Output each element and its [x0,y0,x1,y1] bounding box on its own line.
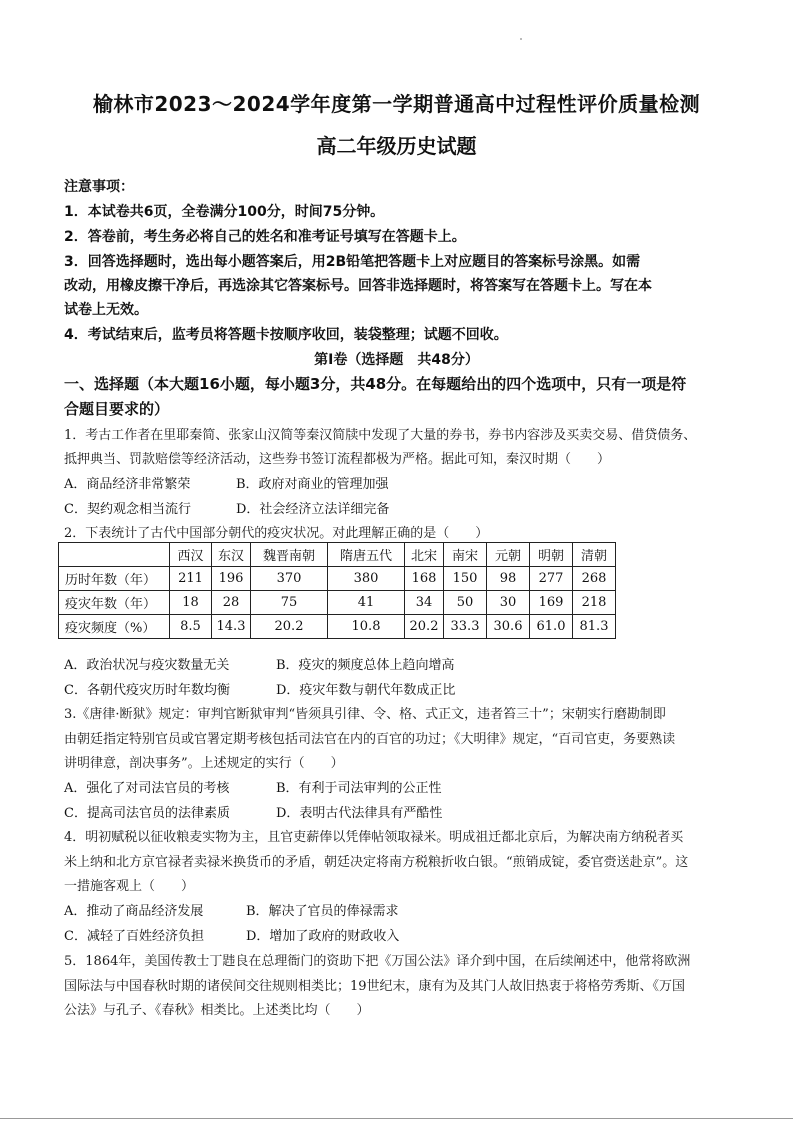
notice-item-3: 3．回答选择题时，选出每小题答案后，用2B铅笔把答题卡上对应题目的答案标号涂黑。如需 [64,254,641,270]
table-cell: 211 [170,567,212,591]
q4-option-a: A．推动了商品经济发展 [64,904,204,919]
table-cell: 169 [530,591,573,615]
table-cell: 196 [212,567,251,591]
notice-item-2: 2．答卷前，考生务必将自己的姓名和准考证号填写在答题卡上。 [64,229,466,245]
table-header-cell: 魏晋南朝 [251,543,328,567]
exam-subtitle: 高二年级历史试题 [316,134,477,158]
q1-stem-line2: 抵押典当、罚款赔偿等经济活动，这些券书签订流程都极为严格。据此可知，秦汉时期（ ） [64,452,611,467]
q3-option-c: C．提高司法官员的法律素质 [64,806,230,821]
table-header-row [59,543,616,567]
q1-option-c: C．契约观念相当流行 [64,502,191,517]
table-header-cell: 清朝 [573,543,616,567]
q4-stem-line1: 4．明初赋税以征收粮麦实物为主，且官吏薪俸以凭俸帖领取禄米。明成祖迁都北京后，为解决南方纳税者买 [64,830,684,845]
table-header-cell [59,543,170,567]
q2-option-b: B．疫灾的频度总体上趋向增高 [276,658,455,673]
q3-option-d: D．表明古代法律具有严酷性 [276,806,443,821]
notice-item-3-cont: 改动，用橡皮擦干净后，再选涂其它答案标号。回答非选择题时，将答案写在答题卡上。写在本 [64,278,652,294]
table-cell: 50 [444,591,487,615]
table-row-header: 疫灾年数（年） [59,591,170,615]
q2-stem: 2．下表统计了古代中国部分朝代的疫灾状况。对此理解正确的是（ ） [64,526,489,541]
table-cell: 33.3 [444,615,487,639]
table-cell: 61.0 [530,615,573,639]
notice-item-4: 4．考试结束后，监考员将答题卡按顺序收回，装袋整理；试题不回收。 [64,327,508,343]
q3-stem-line1: 3.《唐律·断狱》规定：审判官断狱审判“皆须具引律、令、格、式正文，违者笞三十”；宋朝实行磨勘制即 [64,707,666,722]
table-cell: 150 [444,567,487,591]
table-cell: 30 [487,591,530,615]
table-cell: 8.5 [170,615,212,639]
q3-option-b: B．有利于司法审判的公正性 [276,781,442,796]
q1-option-d: D．社会经济立法详细完备 [236,502,390,517]
q2-option-d: D．疫灾年数与朝代年数成正比 [276,683,456,698]
table-cell: 28 [212,591,251,615]
part-instruction-cont: 合题目要求的） [64,400,170,418]
q5-stem-line2: 国际法与中国春秋时期的诸侯间交往规则相类比；19世纪末，康有为及其门人故旧热衷于将格劳秀斯、《万国 [64,979,686,994]
table-row-header: 疫灾频度（%） [59,615,170,639]
q1-option-a: A．商品经济非常繁荣 [64,477,191,492]
q2-option-a: A．政治状况与疫灾数量无关 [64,658,230,673]
table-row [59,591,616,615]
q4-stem-line2: 米上纳和北方京官禄者卖禄米换货币的矛盾，朝廷决定将南方税粮折收白银。“煎销成锭，委官赍送赴京”。这 [64,855,689,870]
q4-option-b: B．解决了官员的俸禄需求 [246,904,399,919]
table-header-cell: 隋唐五代 [328,543,405,567]
q4-option-d: D．增加了政府的财政收入 [246,929,400,944]
table-header-cell: 北宋 [405,543,444,567]
table-header-cell: 明朝 [530,543,573,567]
table-cell: 75 [251,591,328,615]
q1-stem-line1: 1．考古工作者在里耶秦简、张家山汉简等秦汉简牍中发现了大量的券书，券书内容涉及买卖交易、借贷债务、 [64,428,697,443]
table-cell: 370 [251,567,328,591]
notice-heading: 注意事项： [64,179,134,195]
table-header-cell: 东汉 [212,543,251,567]
table-row-header: 历时年数（年） [59,567,170,591]
q3-stem-line3: 讲明律意，剖决事务”。上述规定的实行（ ） [64,756,344,771]
q3-stem-line2: 由朝廷指定特别官员或官署定期考核包括司法官在内的百官的功过；《大明律》规定，“百司官吏，务要熟读 [64,732,676,747]
q4-stem-line3: 一措施客观上（ ） [64,879,195,894]
exam-title: 榆林市2023～2024学年度第一学期普通高中过程性评价质量检测 [92,92,701,116]
table-cell: 380 [328,567,405,591]
table-cell: 20.2 [405,615,444,639]
table-cell: 34 [405,591,444,615]
table-cell: 41 [328,591,405,615]
table-header-cell: 西汉 [170,543,212,567]
part-instruction: 一、选择题（本大题16小题，每小题3分，共48分。在每题给出的四个选项中，只有一项是符 [64,375,687,393]
table-row [59,615,616,639]
table-header-cell: 南宋 [444,543,487,567]
q3-option-a: A．强化了对司法官员的考核 [64,781,230,796]
table-cell: 277 [530,567,573,591]
table-cell: 30.6 [487,615,530,639]
q2-option-c: C．各朝代疫灾历时年数均衡 [64,683,230,698]
table-cell: 14.3 [212,615,251,639]
q4-option-c: C．减轻了百姓经济负担 [64,929,204,944]
scan-speck [520,38,522,40]
table-cell: 18 [170,591,212,615]
table-cell: 10.8 [328,615,405,639]
table-row [59,567,616,591]
notice-item-3-cont2: 试卷上无效。 [64,302,148,318]
table-cell: 168 [405,567,444,591]
section-title: 第Ⅰ卷（选择题 共48分） [314,352,479,368]
table-header-cell: 元朝 [487,543,530,567]
table-cell: 268 [573,567,616,591]
q5-stem-line3: 公法》与孔子、《春秋》相类比。上述类比均（ ） [64,1003,370,1018]
table-cell: 20.2 [251,615,328,639]
notice-item-1: 1．本试卷共6页，全卷满分100分，时间75分钟。 [64,204,385,220]
table-cell: 218 [573,591,616,615]
epidemic-table [58,542,616,639]
table-cell: 81.3 [573,615,616,639]
q5-stem-line1: 5．1864年，美国传教士丁韪良在总理衙门的资助下把《万国公法》译介到中国，在后续阐述中，他常将欧洲 [64,954,691,969]
page-bottom-rule [0,1118,793,1119]
q1-option-b: B．政府对商业的管理加强 [236,477,389,492]
table-cell: 98 [487,567,530,591]
